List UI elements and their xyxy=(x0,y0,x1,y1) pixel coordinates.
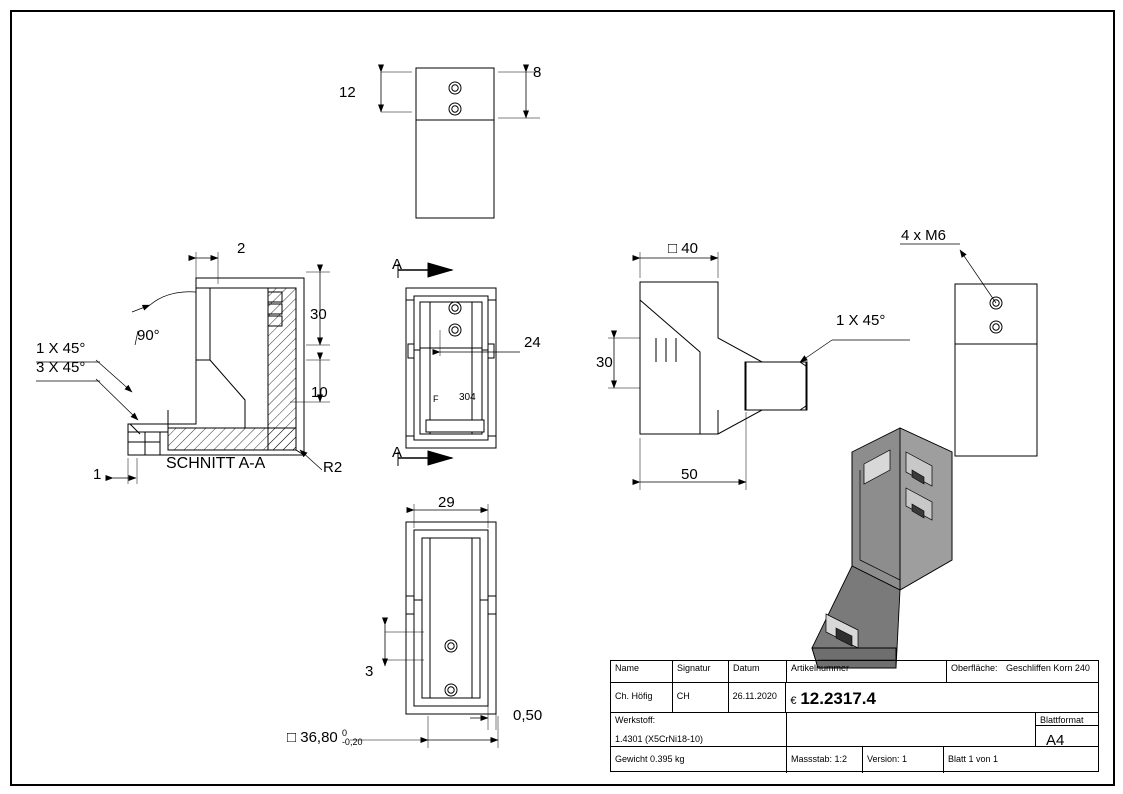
dim-30-left: 30 xyxy=(310,306,327,323)
header-date: Datum xyxy=(729,661,787,682)
dim-square-40: □ 40 xyxy=(668,240,698,257)
title-block-material-row xyxy=(611,713,1098,747)
chamfer-1x45-left: 1 X 45° xyxy=(36,340,86,357)
dim-29: 29 xyxy=(438,494,455,511)
part-mark-304: 304 xyxy=(459,392,476,403)
material-cell xyxy=(611,713,787,746)
thread-callout: 4 x M6 xyxy=(901,227,947,244)
title-block-header-row xyxy=(611,661,1098,683)
value-article-number-cell xyxy=(786,683,1098,712)
sheet-format-value: A4 xyxy=(1046,732,1065,749)
material-empty-cell xyxy=(787,713,1036,746)
scale-value: Massstab: 1:2 xyxy=(787,747,863,773)
dim-2: 2 xyxy=(237,240,246,257)
header-name: Name xyxy=(611,661,673,682)
title-block-footer-row xyxy=(611,747,1098,773)
dim-24: 24 xyxy=(524,334,541,351)
chamfer-1x45-right: 1 X 45° xyxy=(836,312,886,329)
version-value: Version: 1 xyxy=(867,754,908,764)
dim-10: 10 xyxy=(311,384,328,401)
currency-symbol: € xyxy=(790,695,797,707)
dim-square-3680 xyxy=(287,729,362,747)
sheet-format-value-wrap xyxy=(1036,726,1098,749)
dim-square-3680-value: □ 36,80 xyxy=(287,729,338,746)
dim-1: 1 xyxy=(93,466,102,483)
radius-r2: R2 xyxy=(323,459,343,476)
dim-30-right: 30 xyxy=(596,354,613,371)
section-label: SCHNITT A-A xyxy=(166,455,266,472)
dim-12: 12 xyxy=(339,84,356,101)
material-label: Werkstoff: xyxy=(615,715,656,725)
material-value: 1.4301 (X5CrNi18-10) xyxy=(615,734,704,744)
weight-value: Gewicht 0.395 kg xyxy=(611,747,787,773)
tolerance-upper: 0 xyxy=(341,728,347,739)
title-block xyxy=(610,660,1099,772)
surface-value: Geschliffen Korn 240 xyxy=(1006,663,1090,673)
value-name: Ch. Höfig xyxy=(611,683,673,712)
title-block-value-row xyxy=(611,683,1098,713)
chamfer-3x45: 3 X 45° xyxy=(36,359,86,376)
dim-050: 0,50 xyxy=(513,707,543,724)
value-date: 26.11.2020 xyxy=(729,683,787,712)
sheet-value: Blatt 1 von 1 xyxy=(943,747,1098,773)
header-surface xyxy=(947,661,1098,682)
part-mark-f: F xyxy=(433,394,439,404)
header-article-number: Artikelnummer xyxy=(787,661,947,682)
section-mark-a-top: A xyxy=(392,256,403,273)
header-signature: Signatur xyxy=(673,661,729,682)
article-number: 12.2317.4 xyxy=(800,689,876,708)
tolerance-block xyxy=(342,729,363,747)
dim-8: 8 xyxy=(533,64,542,81)
surface-label: Oberfläche: xyxy=(951,663,998,673)
dim-50: 50 xyxy=(681,466,698,483)
sheet-format-label: Blattformat xyxy=(1036,713,1098,726)
section-mark-a-bottom: A xyxy=(392,444,403,461)
tolerance-lower: -0,20 xyxy=(341,737,363,748)
angle-90: 90° xyxy=(137,327,160,344)
sheet-format-cell xyxy=(1036,713,1098,749)
value-signature: CH xyxy=(673,683,729,712)
dim-3: 3 xyxy=(365,663,374,680)
